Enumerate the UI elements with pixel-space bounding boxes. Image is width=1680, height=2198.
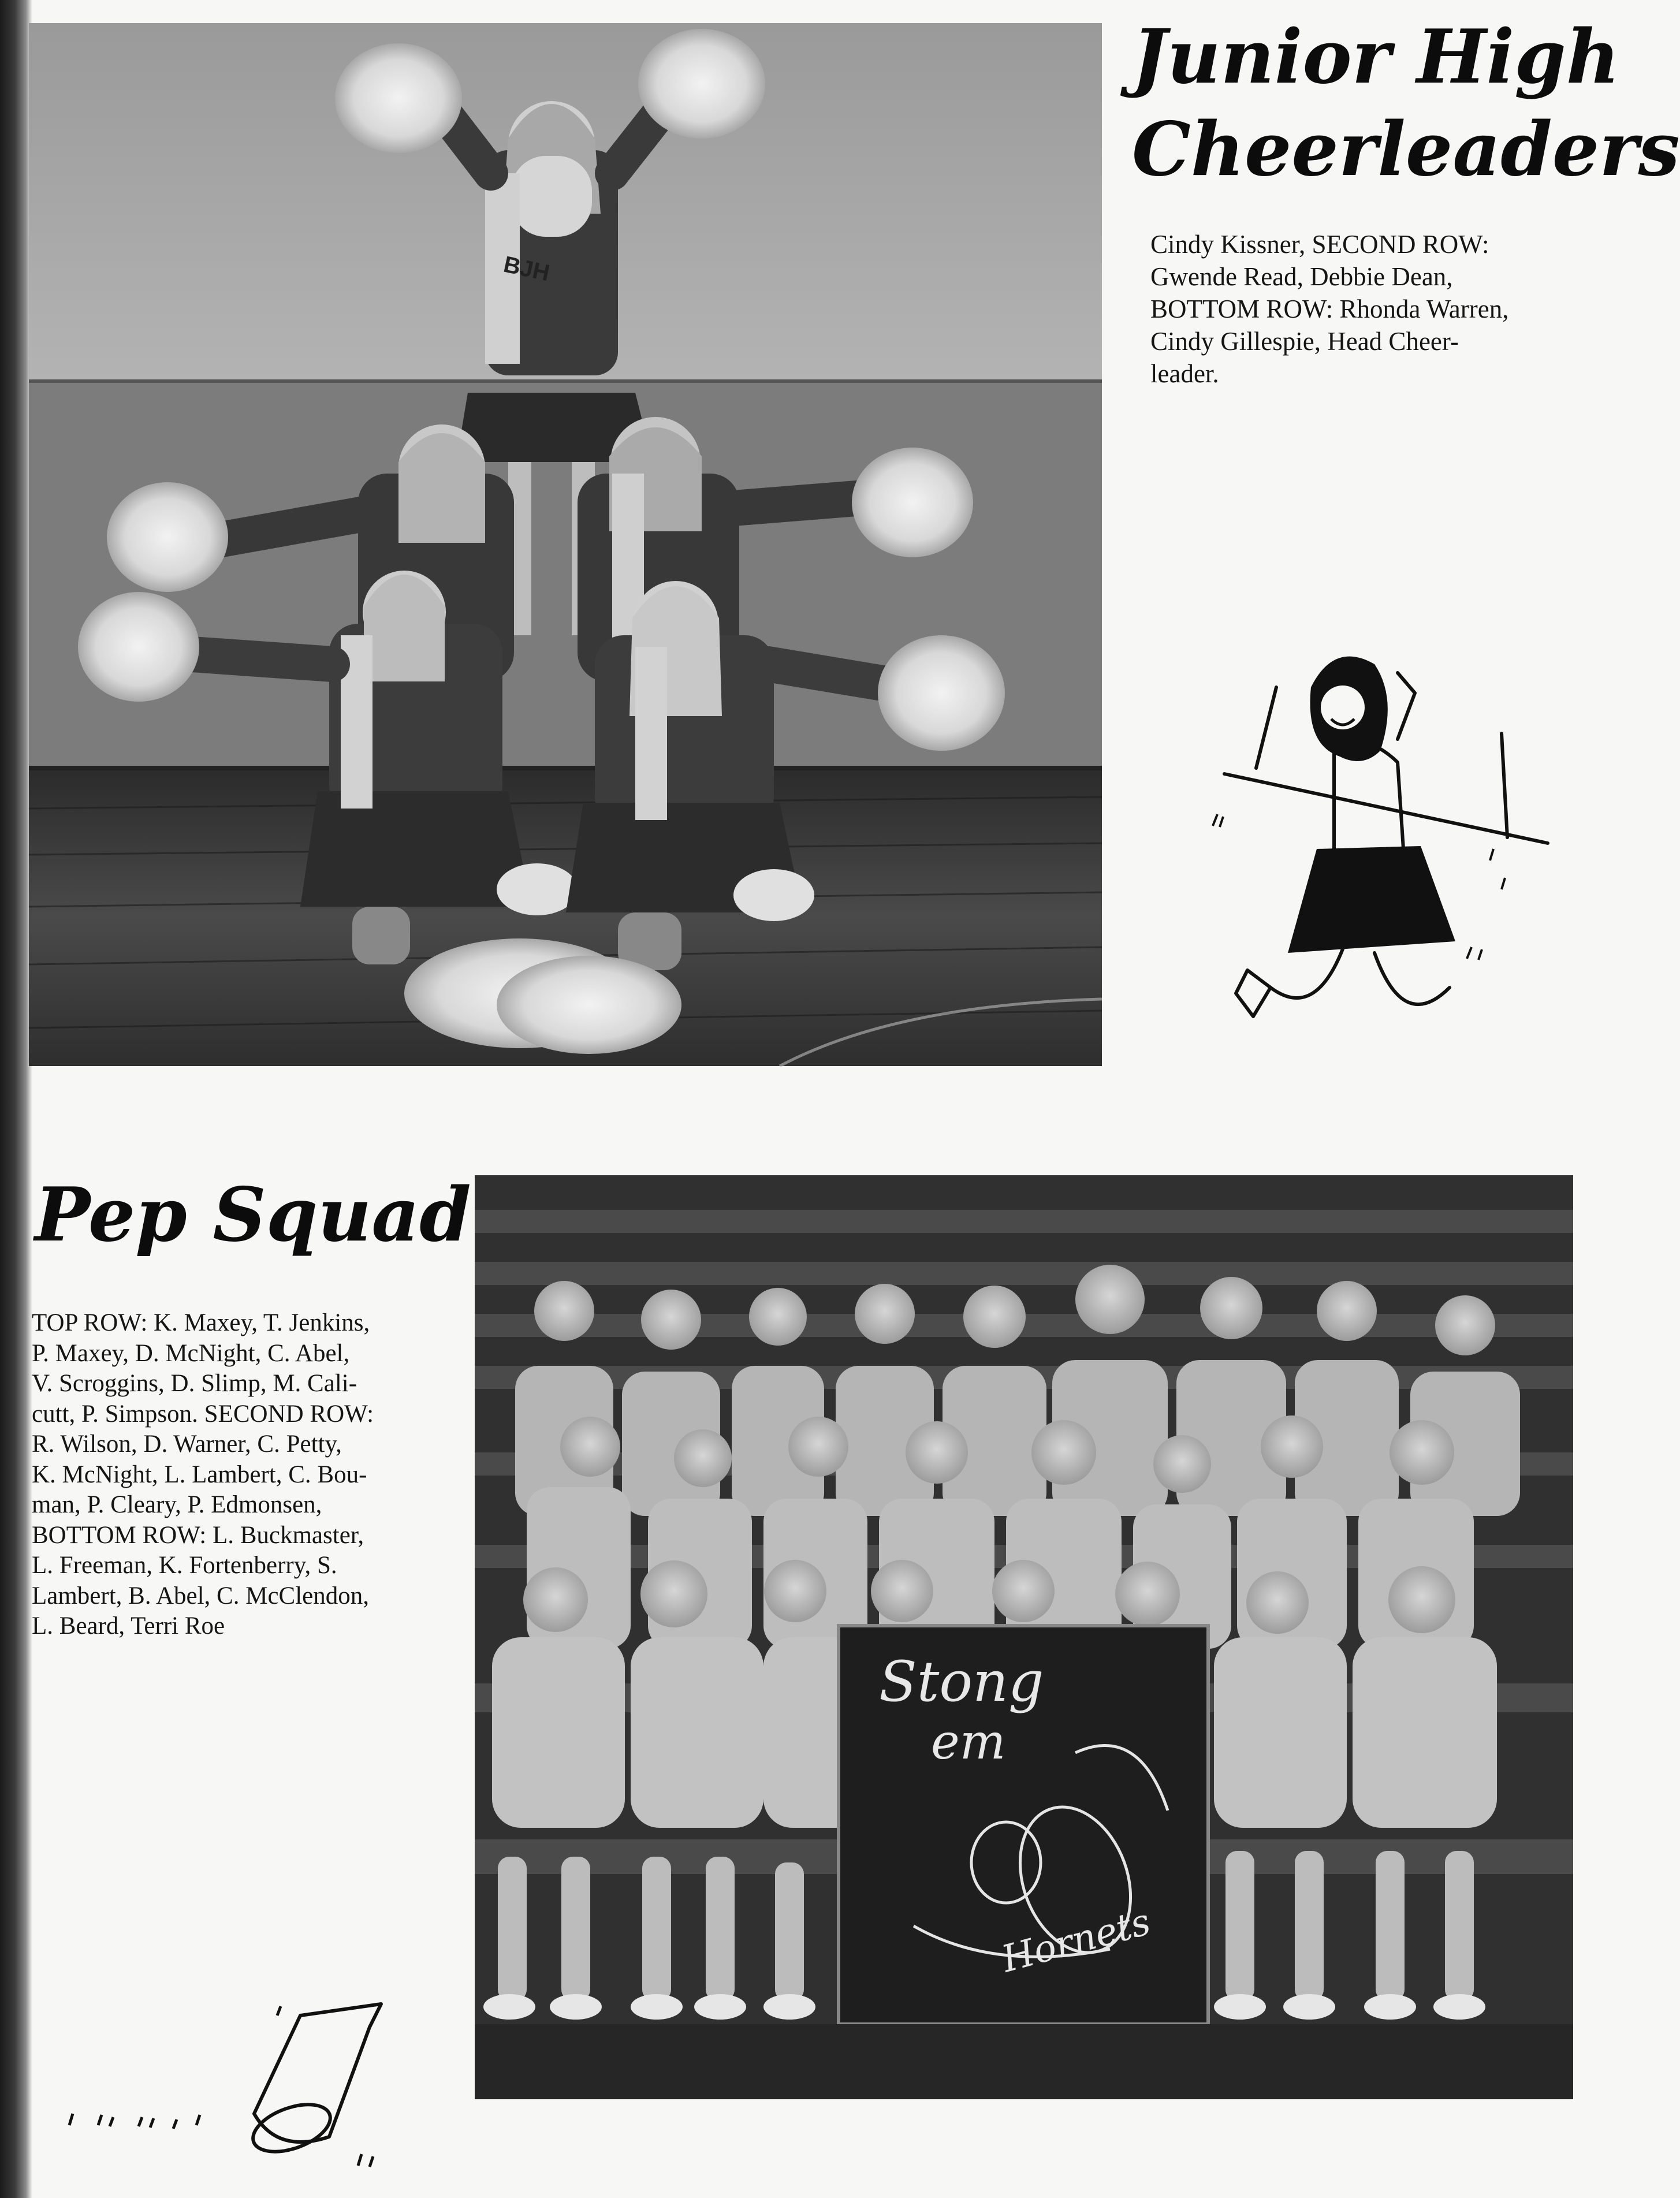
caption-line: V. Scroggins, D. Slimp, M. Cali-: [32, 1370, 357, 1397]
page-binding-shadow: [0, 0, 32, 2198]
jumping-cheerleader-illustration: [1201, 618, 1559, 1057]
caption-line: K. McNight, L. Lambert, C. Bou-: [32, 1461, 367, 1488]
megaphone-illustration: [58, 1981, 416, 2183]
cheerleaders-photo: [29, 23, 1102, 1066]
caption-line: BOTTOM ROW: Rhonda Warren,: [1150, 295, 1509, 323]
banner-text-3: Hornets: [997, 1901, 1155, 1981]
caption-line: Cindy Kissner, SECOND ROW:: [1150, 230, 1489, 259]
caption-line: L. Beard, Terri Roe: [32, 1612, 225, 1640]
caption-line: L. Freeman, K. Fortenberry, S.: [32, 1552, 337, 1579]
caption-line: Cindy Gillespie, Head Cheer-: [1150, 327, 1459, 356]
caption-line: R. Wilson, D. Warner, C. Petty,: [32, 1430, 342, 1458]
sash-text: BJH: [501, 251, 552, 286]
stong-em-hornets-banner: [839, 1626, 1208, 2024]
pep-squad-title: Pep Squad: [35, 1172, 471, 1258]
pep-squad-caption: [32, 1308, 374, 1642]
pep-squad-photo: [475, 1175, 1573, 2099]
banner-text-1: Stong: [879, 1649, 1044, 1714]
caption-line: TOP ROW: K. Maxey, T. Jenkins,: [32, 1309, 370, 1336]
caption-line: leader.: [1150, 359, 1219, 388]
banner-text-2: em: [931, 1713, 1006, 1770]
caption-line: BOTTOM ROW: L. Buckmaster,: [32, 1521, 364, 1549]
caption-line: P. Maxey, D. McNight, C. Abel,: [32, 1339, 350, 1367]
caption-line: Gwende Read, Debbie Dean,: [1150, 262, 1453, 291]
cheerleaders-title-line2: Cheerleaders: [1132, 106, 1680, 193]
caption-line: man, P. Cleary, P. Edmonsen,: [32, 1491, 322, 1518]
pep-squad-top-row: [515, 1265, 1520, 1516]
caption-line: cutt, P. Simpson. SECOND ROW:: [32, 1400, 374, 1428]
cheerleaders-caption: [1150, 228, 1508, 390]
caption-line: Lambert, B. Abel, C. McClendon,: [32, 1582, 370, 1610]
cheerleaders-title-line1: Junior High: [1132, 14, 1620, 100]
